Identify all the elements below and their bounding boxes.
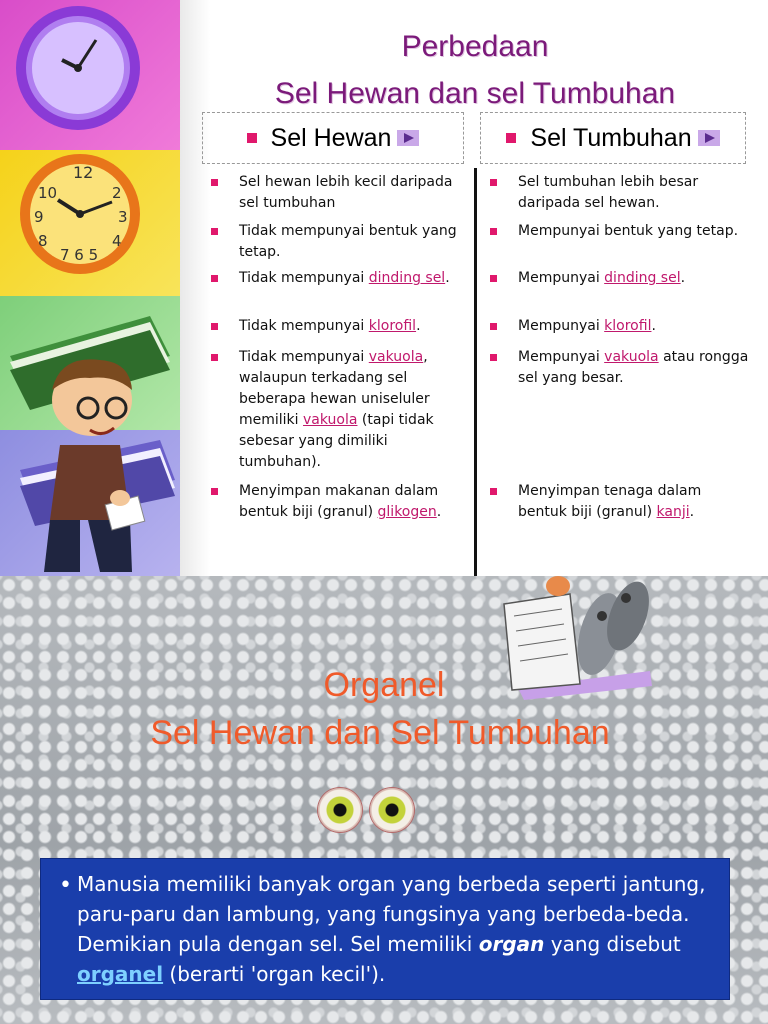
item-text: Mempunyai: [518, 318, 605, 334]
list-item: [518, 347, 753, 389]
bullet-icon: [490, 228, 497, 235]
bullet-icon: [211, 488, 218, 495]
page-title-line2: Sel Hewan dan sel Tumbuhan: [274, 77, 676, 110]
clock-icon: [0, 150, 180, 296]
item-text: Tidak mempunyai: [239, 349, 369, 365]
item-text: Mempunyai: [518, 270, 605, 286]
divider-shadow: [180, 0, 210, 576]
list-item: [518, 316, 753, 337]
link-vakuola[interactable]: vakuola: [604, 349, 659, 365]
bullet-dot-icon: •: [59, 873, 72, 898]
description-text: yang disebut: [544, 932, 681, 956]
link-glikogen[interactable]: glikogen: [377, 504, 437, 520]
column-header-label: Sel Hewan: [270, 123, 392, 152]
item-text: , walaupun terkadang sel beberapa hewan uniseluler memiliki: [239, 349, 430, 428]
clock-icon: [0, 0, 180, 150]
boy-writing-illustration: [20, 350, 170, 575]
eye-icon: [318, 788, 362, 832]
bullet-icon: [211, 275, 218, 282]
link-vakuola[interactable]: vakuola: [303, 412, 358, 428]
bullet-square-icon: [247, 133, 257, 143]
item-text: Menyimpan makanan dalam bentuk biji (granul): [239, 483, 439, 520]
link-klorofil[interactable]: klorofil: [368, 318, 417, 334]
item-text: .: [445, 270, 450, 286]
clock-panel-yellow: [0, 150, 180, 296]
bullet-icon: [211, 179, 218, 186]
bullet-icon: [490, 179, 497, 186]
svg-text:7 6 5: 7 6 5: [60, 246, 99, 264]
column-divider: [474, 168, 477, 576]
column-header-hewan: [202, 112, 464, 164]
item-text: Sel hewan lebih kecil daripada sel tumbuhan: [239, 174, 453, 211]
item-text: (tapi tidak sebesar yang dimiliki tumbuhan).: [239, 412, 434, 470]
item-text: Tidak mempunyai bentuk yang tetap.: [239, 223, 457, 260]
eye-icon: [370, 788, 414, 832]
item-text: Tidak mempunyai: [239, 270, 369, 286]
list-item: [239, 221, 469, 263]
bullet-icon: [490, 488, 497, 495]
description-text: (berarti 'organ kecil').: [163, 962, 386, 986]
play-arrow-icon[interactable]: [698, 130, 720, 146]
decorative-strip: [0, 0, 180, 576]
svg-text:4: 4: [112, 232, 122, 250]
bullet-icon: [211, 323, 218, 330]
column-header-tumbuhan: [480, 112, 746, 164]
page-title-line1: Perbedaan: [401, 30, 549, 63]
bullet-square-icon: [506, 133, 516, 143]
list-item: [239, 316, 469, 337]
item-text: .: [680, 270, 686, 286]
list-item: [239, 172, 469, 214]
item-text: Menyimpan tenaga dalam bentuk biji (granul): [518, 483, 702, 520]
svg-text:9: 9: [34, 208, 44, 226]
link-organel[interactable]: organel: [77, 962, 164, 986]
svg-text:8: 8: [38, 232, 48, 250]
eyes-illustration: [318, 788, 414, 836]
list-item: [518, 221, 753, 242]
svg-text:10: 10: [38, 184, 58, 202]
section-title-line1: Organel: [323, 666, 445, 704]
svg-text:12: 12: [73, 163, 94, 182]
link-klorofil[interactable]: klorofil: [604, 318, 652, 334]
list-item: [239, 347, 469, 473]
bullet-icon: [490, 323, 497, 330]
item-text: .: [651, 318, 656, 334]
item-text: .: [416, 318, 421, 334]
item-text: Mempunyai bentuk yang tetap.: [518, 223, 739, 239]
list-item: [518, 268, 753, 289]
item-text: Sel tumbuhan lebih besar daripada sel hewan.: [518, 174, 699, 211]
item-text: atau rongga sel yang besar.: [518, 349, 749, 386]
svg-text:3: 3: [118, 208, 128, 226]
bullet-icon: [211, 228, 218, 235]
emphasis-organ: organ: [478, 932, 545, 956]
link-kanji[interactable]: kanji: [656, 504, 690, 520]
svg-text:2: 2: [112, 184, 122, 202]
list-item: [239, 481, 469, 523]
organel-description-box: [40, 858, 730, 1000]
bullet-icon: [490, 354, 497, 361]
link-vakuola[interactable]: vakuola: [368, 349, 424, 365]
bullet-icon: [211, 354, 218, 361]
item-text: .: [689, 504, 695, 520]
item-text: Tidak mempunyai: [239, 318, 369, 334]
slide-organel: [0, 576, 768, 1024]
clock-panel-purple: [0, 0, 180, 150]
list-item: [518, 172, 753, 214]
list-item: [518, 481, 753, 523]
link-dinding-sel[interactable]: dinding sel: [368, 270, 446, 286]
list-item: [239, 268, 469, 289]
item-text: .: [436, 504, 442, 520]
link-dinding-sel[interactable]: dinding sel: [604, 270, 681, 286]
play-arrow-icon[interactable]: [397, 130, 419, 146]
column-header-label: Sel Tumbuhan: [530, 123, 692, 152]
item-text: Mempunyai: [518, 349, 605, 365]
description-text: Manusia memiliki banyak organ yang berbeda seperti jantung, paru-paru dan lambung, yang fungsinya yang berbeda-beda. Demikian pula dengan sel. Sel memiliki: [77, 872, 706, 956]
section-title-line2: Sel Hewan dan Sel Tumbuhan: [150, 714, 610, 752]
bullet-icon: [490, 275, 497, 282]
